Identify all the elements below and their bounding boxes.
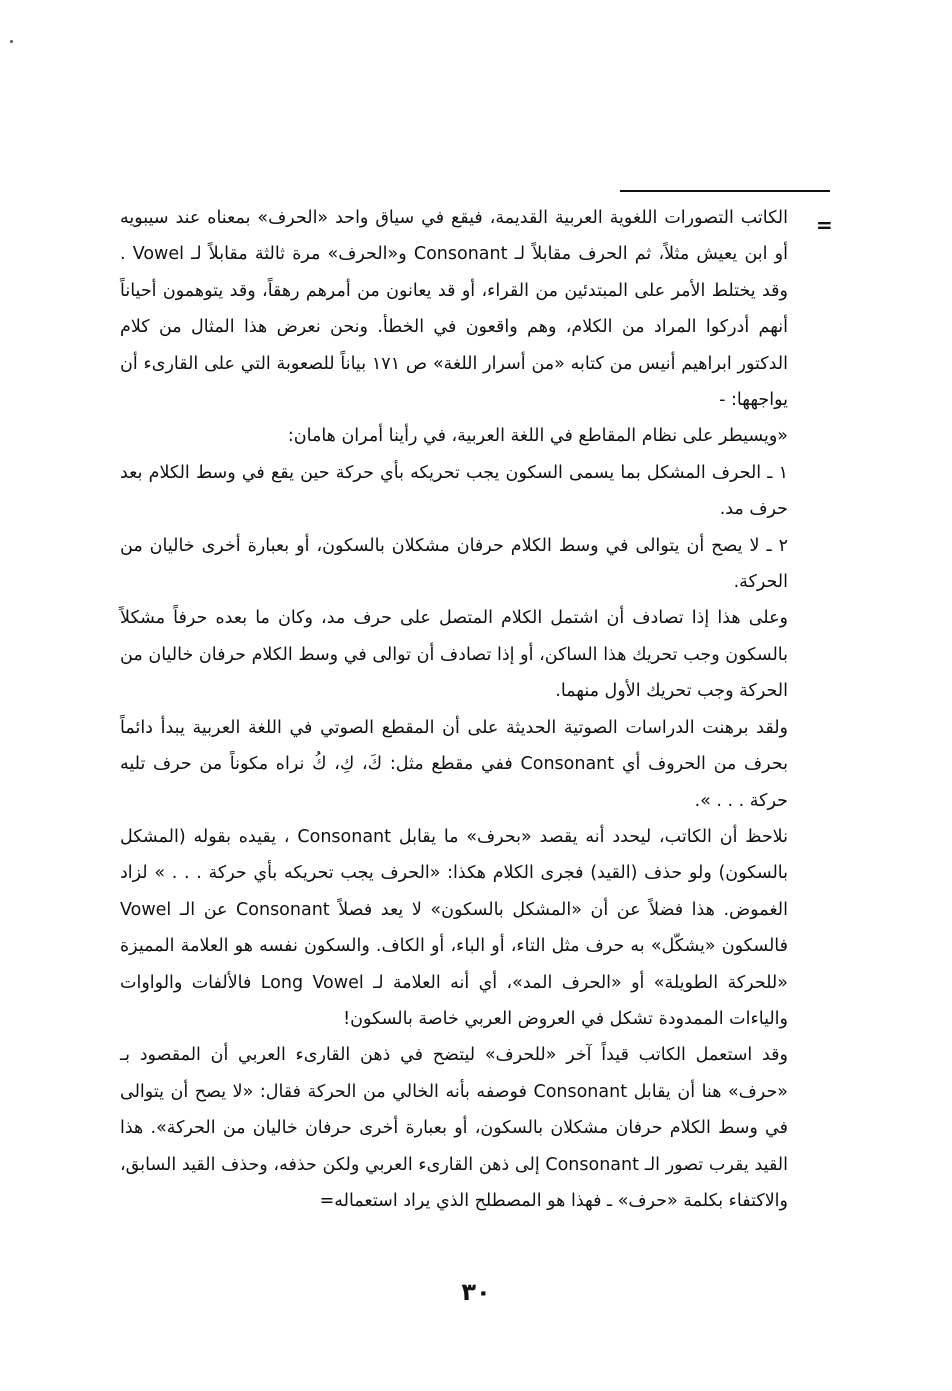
footnote-paragraph-8: وقد استعمل الكاتب قيداً آخر «للحرف» ليتضح في ذهن القارىء العربي أن المقصود بـ «حرف» هنا أن يقابل Consonant فوصفه بأنه الخالي من الحركة فقال: «لا يصح أن يتوالى في وسط الكلام حرفان مشكلان بالسكون، أو بعبارة أخرى حرفان خاليان من الحركة». هذا القيد يقرب تصور الـ Consonant إلى ذهن القارىء العربي ولكن حذفه، وحذف القيد السابق، والاكتفاء بكلمة «حرف» ـ فهذا هو المصطلح الذي يراد استعماله= <box>120 1045 788 1211</box>
footnote-paragraph-2: «ويسيطر على نظام المقاطع في اللغة العربية، في رأينا أمران هامان: <box>287 426 788 447</box>
footnote-text-block <box>120 200 788 1219</box>
footnote-paragraph-7: نلاحظ أن الكاتب، ليحدد أنه يقصد «بحرف» ما يقابل Consonant ، يقيده بقوله (المشكل بالسكون) ولو حذف (القيد) فجرى الكلام هكذا: «الحرف يجب تحريكه بأي حركة . . . » لزاد الغموض. هذا فضلاً عن أن «المشكل بالسكون» لا يعد فصلاً Consonant عن الـ Vowel فالسكون «يشكّل» به حرف مثل التاء، أو الباء، أو الكاف. والسكون نفسه هو العلامة المميزة «للحركة الطويلة» أو «الحرف المد»، أي أنه العلامة لـ Long Vowel فالألفات والواوات والياءات الممدودة تشكل في العروض العربي خاصة بالسكون! <box>120 826 788 1029</box>
footnote-paragraph-6: ولقد برهنت الدراسات الصوتية الحديثة على أن المقطع الصوتي في اللغة العربية يبدأ دائماً بحرف من الحروف أي Consonant ففي مقطع مثل: كَ، كِ، كُ نراه مكوناً من حرف تليه حركة . . . ». <box>120 717 788 811</box>
page-number: ٣٠ <box>461 1278 491 1306</box>
footnote-paragraph-5: وعلى هذا إذا تصادف أن اشتمل الكلام المتصل على حرف مد، وكان ما بعده حرفاً مشكلاً بالسكون وجب تحريك هذا الساكن، أو إذا تصادف أن توالى في وسط الكلام حرفان خاليان من الحركة وجب تحريك الأول منهما. <box>120 608 788 702</box>
scan-speck <box>10 40 13 43</box>
footnote-separator-rule <box>620 190 830 192</box>
continuation-mark: = <box>816 213 833 237</box>
footnote-paragraph-1: الكاتب التصورات اللغوية العربية القديمة، فيقع في سياق واحد «الحرف» بمعناه عند سيبويه أو ابن يعيش مثلاً، ثم الحرف مقابلاً لـ Consonant و«الحرف» مرة ثالثة مقابلاً لـ Vowel . وقد يختلط الأمر على المبتدئين من القراء، أو قد يعانون من أمرهم رهقاً، وقد يتوهمون أحياناً أنهم أدركوا المراد من الكلام، وهم واقعون في الخطأ. ونحن نعرض هذا المثال من كلام الدكتور ابراهيم أنيس من كتابه «من أسرار اللغة» ص ١٧١ بياناً للصعوبة التي على القارىء أن يواجهها: - <box>120 208 788 411</box>
footnote-paragraph-4: ٢ ـ لا يصح أن يتوالى في وسط الكلام حرفان مشكلان بالسكون، أو بعبارة أخرى خاليان من الحركة. <box>120 535 788 593</box>
footnote-paragraph-3: ١ ـ الحرف المشكل بما يسمى السكون يجب تحريكه بأي حركة حين يقع في وسط الكلام بعد حرف مد. <box>120 462 788 520</box>
